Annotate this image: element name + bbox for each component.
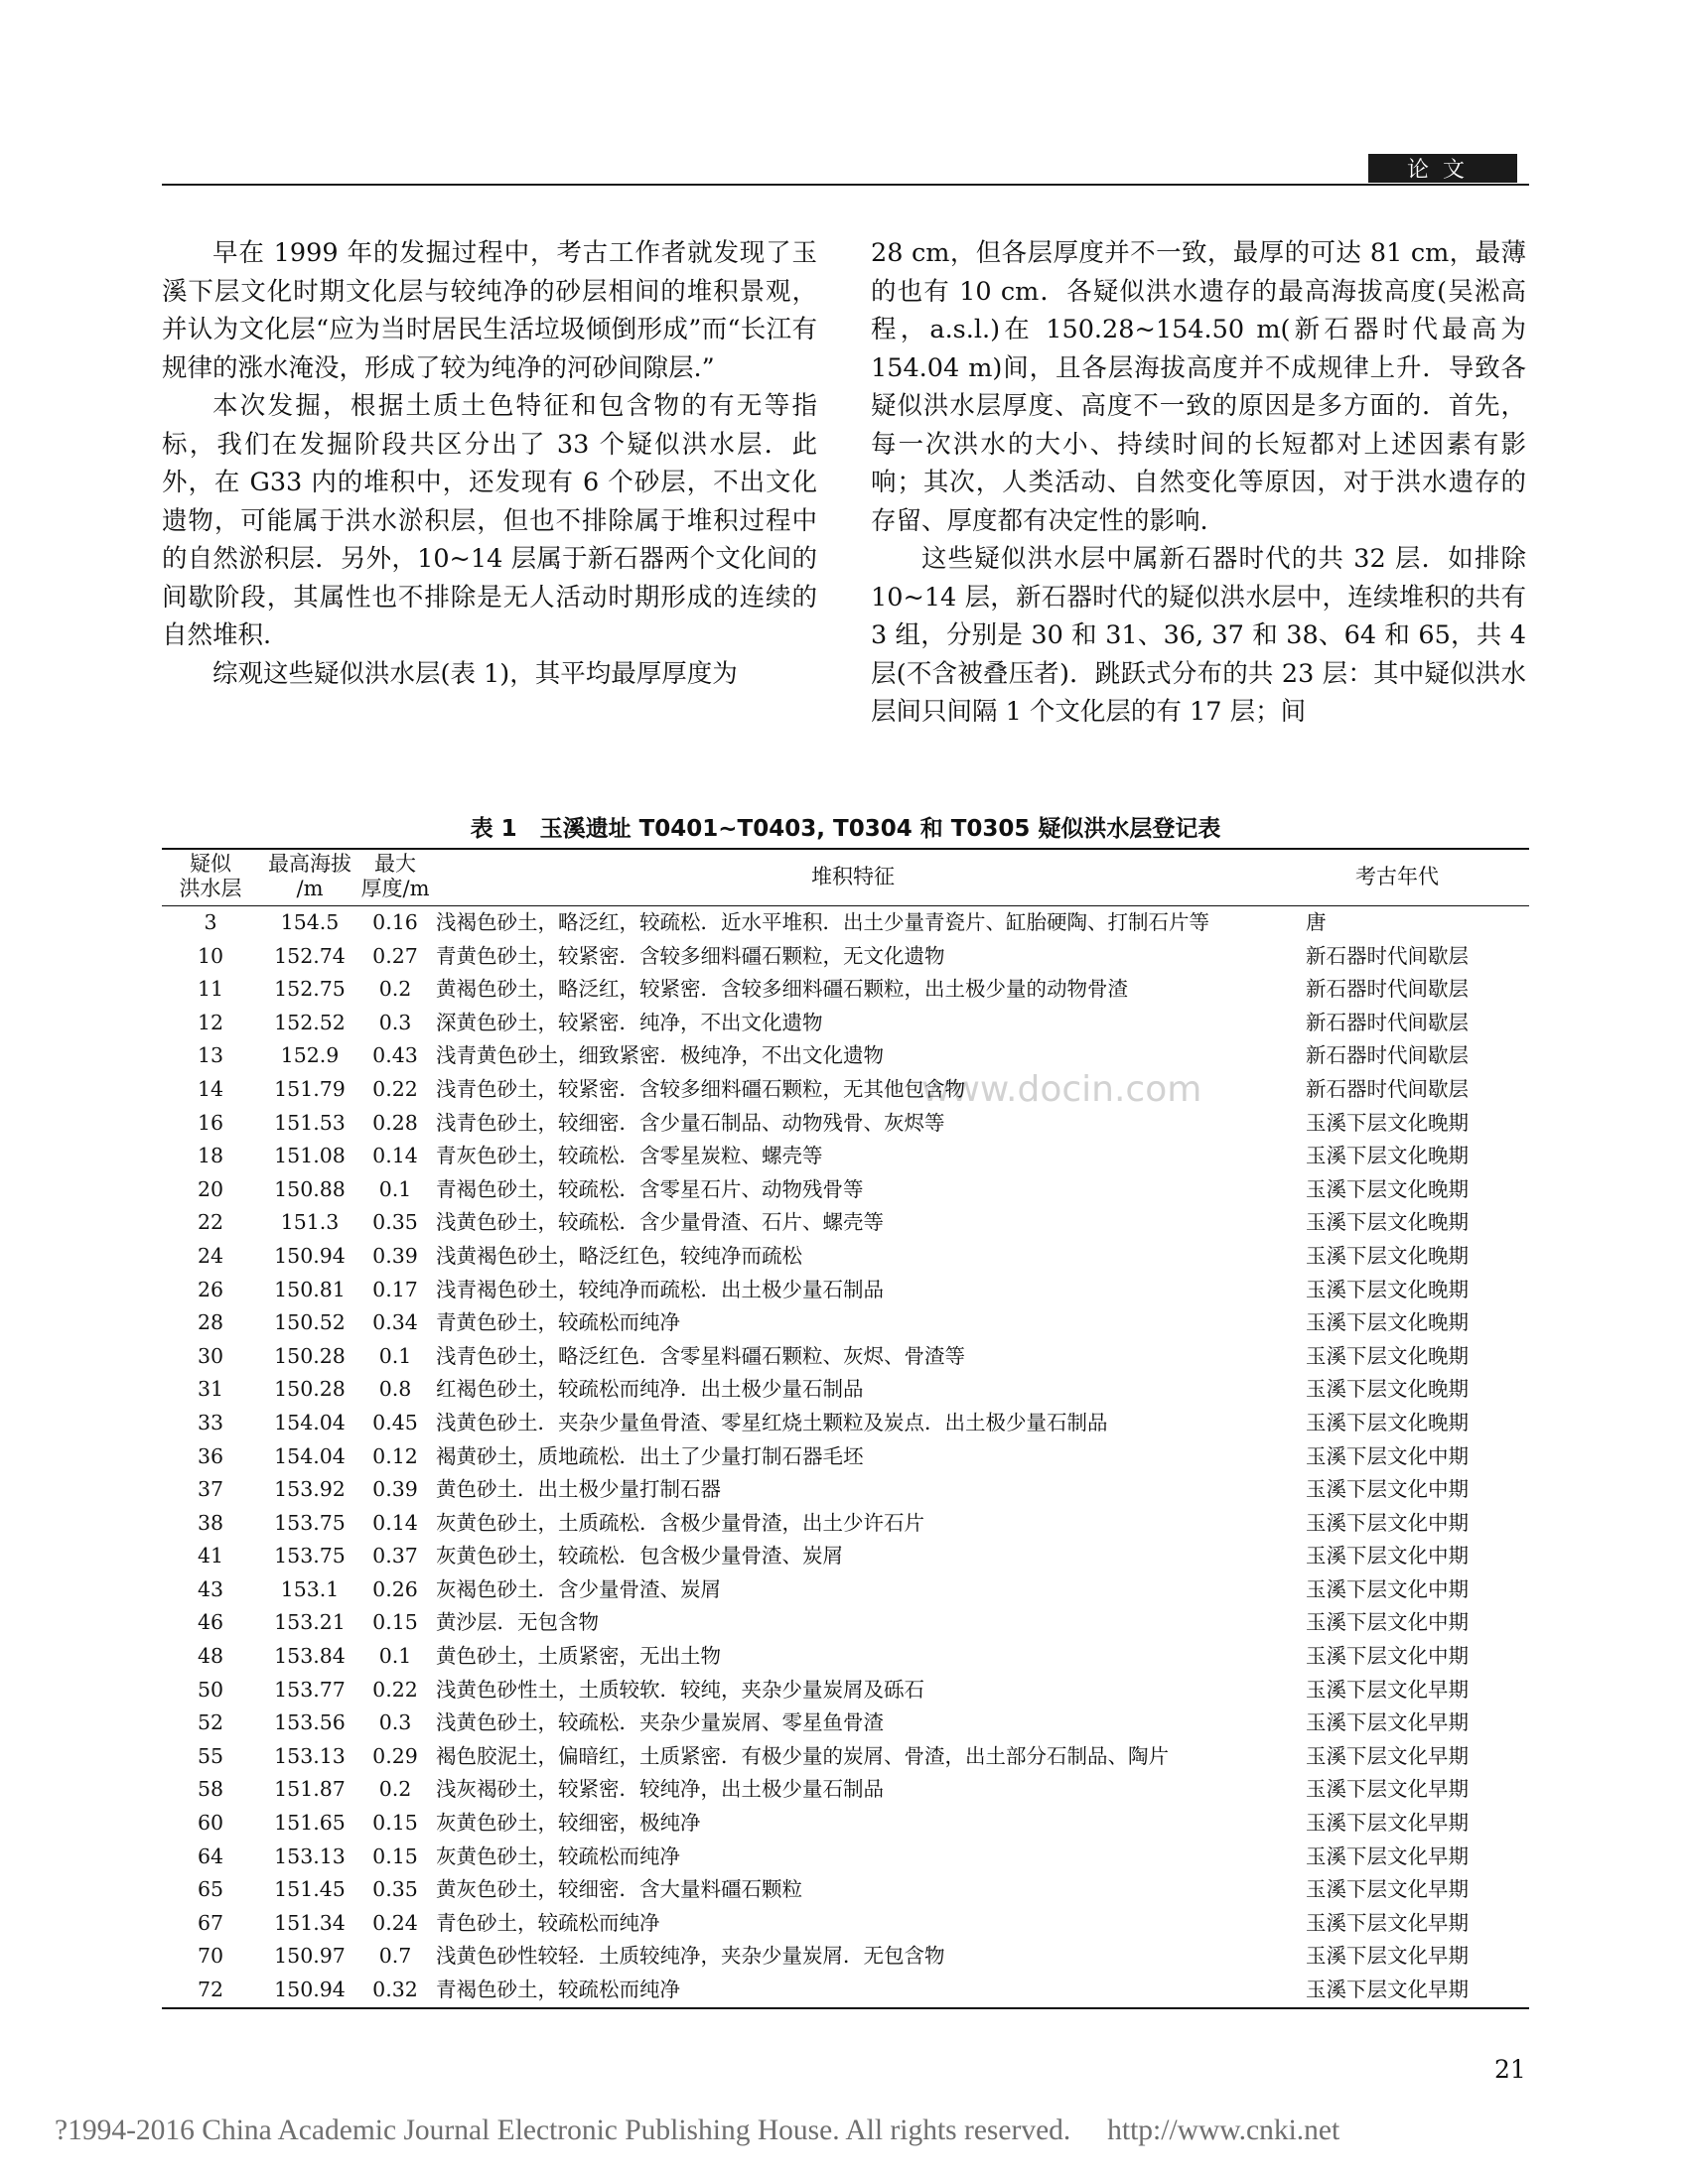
cell-thickness: 0.14 bbox=[372, 1144, 418, 1168]
cell-layer: 43 bbox=[197, 1576, 224, 1601]
cell-features: 青褐色砂土，较疏松．含零星石片、动物残骨等 bbox=[436, 1176, 864, 1201]
copyright-footer: ?1994-2016 China Academic Journal Electronic Publishing House. All rights reserved. http://www.cnki.net bbox=[55, 2115, 1340, 2146]
cell-altitude: 154.04 bbox=[274, 1443, 346, 1468]
cell-features: 青黄色砂土，较紧密．含较多细料礓石颗粒，无文化遗物 bbox=[436, 943, 945, 968]
cell-altitude: 153.13 bbox=[274, 1843, 346, 1868]
cell-era: 玉溪下层文化中期 bbox=[1306, 1644, 1469, 1669]
cell-layer: 41 bbox=[197, 1544, 224, 1569]
cell-altitude: 150.88 bbox=[274, 1176, 346, 1201]
table-row bbox=[162, 1807, 1529, 1841]
cell-thickness: 0.37 bbox=[372, 1544, 418, 1569]
header-thickness: 最大 厚度/m bbox=[360, 849, 430, 906]
cell-thickness: 0.1 bbox=[378, 1343, 412, 1368]
paragraph: 综观这些疑似洪水层(表 1)，其平均最厚厚度为 bbox=[212, 658, 738, 689]
cell-altitude: 150.52 bbox=[274, 1310, 346, 1335]
cell-altitude: 151.3 bbox=[280, 1210, 340, 1235]
cell-layer: 50 bbox=[197, 1677, 224, 1702]
cell-thickness: 0.32 bbox=[360, 1974, 430, 2008]
cell-altitude: 153.21 bbox=[274, 1610, 346, 1635]
paragraph: 这些疑似洪水层中属新石器时代的共 32 层．如排除 10~14 层，新石器时代的疑似洪水层中，连续堆积的共有 3 组，分别是 30 和 31、36, 37 和 38、64 和 65，共 4 层(不含被叠压者)．跳跃式分布的共 23 层：其中疑似洪水层间只间隔 1 个文化层的有 17 层；间 bbox=[871, 544, 1526, 727]
cell-features: 青褐色砂土，较疏松而纯净 bbox=[430, 1974, 1276, 2008]
cell-era: 玉溪下层文化晚期 bbox=[1306, 1277, 1469, 1301]
cell-thickness: 0.24 bbox=[372, 1910, 418, 1935]
cell-layer: 13 bbox=[197, 1043, 224, 1068]
table-row bbox=[162, 1473, 1529, 1507]
cell-thickness: 0.39 bbox=[372, 1477, 418, 1502]
cell-altitude: 152.75 bbox=[274, 977, 346, 1002]
left-column bbox=[162, 234, 817, 693]
cell-layer: 16 bbox=[197, 1110, 224, 1135]
table-row bbox=[162, 1107, 1529, 1141]
cell-thickness: 0.15 bbox=[372, 1811, 418, 1836]
cell-altitude: 153.1 bbox=[280, 1576, 340, 1601]
cell-features: 红褐色砂土，较疏松而纯净．出土极少量石制品 bbox=[436, 1377, 864, 1402]
cell-layer: 11 bbox=[197, 977, 224, 1002]
cell-layer: 10 bbox=[197, 943, 224, 968]
cell-features: 浅黄色砂性土，土质较软．较纯，夹杂少量炭屑及砾石 bbox=[436, 1677, 924, 1702]
cell-thickness: 0.8 bbox=[378, 1377, 412, 1402]
cell-thickness: 0.1 bbox=[378, 1644, 412, 1669]
cell-era: 玉溪下层文化早期 bbox=[1306, 1843, 1469, 1868]
cell-features: 浅灰褐砂土，较紧密．较纯净，出土极少量石制品 bbox=[436, 1777, 884, 1802]
table-row bbox=[162, 1507, 1529, 1541]
table-row bbox=[162, 1674, 1529, 1707]
cell-era: 玉溪下层文化早期 bbox=[1306, 1811, 1469, 1836]
cell-thickness: 0.35 bbox=[372, 1210, 418, 1235]
header-altitude: 最高海拔 /m bbox=[259, 849, 360, 906]
cell-era: 玉溪下层文化早期 bbox=[1306, 1777, 1469, 1802]
cell-era: 新石器时代间歇层 bbox=[1306, 1076, 1469, 1101]
section-label: 论文 bbox=[1368, 154, 1517, 183]
cell-layer: 28 bbox=[197, 1310, 224, 1335]
table-row bbox=[162, 1007, 1529, 1040]
cell-features: 浅黄色砂性较轻．土质较纯净，夹杂少量炭屑．无包含物 bbox=[436, 1944, 945, 1969]
cell-thickness: 0.3 bbox=[378, 1710, 412, 1735]
cell-layer: 36 bbox=[197, 1443, 224, 1468]
cell-features: 浅黄色砂土，较疏松．夹杂少量炭屑、零星鱼骨渣 bbox=[436, 1710, 884, 1735]
table-row bbox=[162, 1907, 1529, 1941]
cell-features: 灰黄色砂土，较疏松．包含极少量骨渣、炭屑 bbox=[436, 1544, 843, 1569]
cell-altitude: 153.75 bbox=[274, 1510, 346, 1535]
cell-altitude: 151.87 bbox=[274, 1777, 346, 1802]
header-layer: 疑似 洪水层 bbox=[162, 849, 259, 906]
cell-era: 玉溪下层文化早期 bbox=[1276, 1974, 1529, 2008]
cell-altitude: 151.34 bbox=[274, 1910, 346, 1935]
cell-layer: 3 bbox=[204, 910, 217, 934]
table-row bbox=[162, 1640, 1529, 1674]
table-row bbox=[162, 1706, 1529, 1740]
table-row bbox=[162, 1841, 1529, 1874]
cell-era: 新石器时代间歇层 bbox=[1306, 977, 1469, 1002]
cell-layer: 55 bbox=[197, 1743, 224, 1768]
cell-altitude: 151.08 bbox=[274, 1144, 346, 1168]
cell-thickness: 0.29 bbox=[372, 1743, 418, 1768]
cell-features: 灰黄色砂土，较细密，极纯净 bbox=[436, 1811, 701, 1836]
table-row bbox=[162, 1340, 1529, 1374]
cell-era: 玉溪下层文化晚期 bbox=[1306, 1343, 1469, 1368]
cell-features: 浅黄褐色砂土，略泛红色，较纯净而疏松 bbox=[436, 1243, 802, 1268]
cell-layer: 26 bbox=[197, 1277, 224, 1301]
table-row bbox=[162, 1274, 1529, 1307]
cell-layer: 33 bbox=[197, 1410, 224, 1434]
cell-layer: 14 bbox=[197, 1076, 224, 1101]
cell-features: 浅青色砂土，略泛红色．含零星料礓石颗粒、灰烬、骨渣等 bbox=[436, 1343, 965, 1368]
cell-features: 黄灰色砂土，较细密．含大量料礓石颗粒 bbox=[436, 1877, 802, 1902]
cell-features: 浅青色砂土，较细密．含少量石制品、动物残骨、灰烬等 bbox=[436, 1110, 945, 1135]
cell-altitude: 154.5 bbox=[280, 910, 340, 934]
cell-thickness: 0.1 bbox=[378, 1176, 412, 1201]
cell-layer: 52 bbox=[197, 1710, 224, 1735]
table-row bbox=[162, 973, 1529, 1007]
table-row bbox=[162, 1073, 1529, 1107]
table-row bbox=[162, 1740, 1529, 1774]
cell-era: 玉溪下层文化晚期 bbox=[1306, 1210, 1469, 1235]
cell-thickness: 0.28 bbox=[372, 1110, 418, 1135]
cell-thickness: 0.7 bbox=[378, 1944, 412, 1969]
cell-era: 玉溪下层文化晚期 bbox=[1306, 1176, 1469, 1201]
cell-thickness: 0.17 bbox=[372, 1277, 418, 1301]
cell-thickness: 0.34 bbox=[372, 1310, 418, 1335]
page-number: 21 bbox=[1494, 2055, 1526, 2084]
cell-features: 浅褐色砂土，略泛红，较疏松．近水平堆积．出土少量青瓷片、缸胎硬陶、打制石片等 bbox=[436, 910, 1209, 934]
cell-layer: 24 bbox=[197, 1243, 224, 1268]
cell-altitude: 152.52 bbox=[274, 1010, 346, 1034]
cell-layer: 31 bbox=[197, 1377, 224, 1402]
cell-layer: 37 bbox=[197, 1477, 224, 1502]
table-1 bbox=[162, 848, 1529, 2009]
table-row bbox=[162, 1173, 1529, 1207]
cell-layer: 12 bbox=[197, 1010, 224, 1034]
cell-altitude: 153.75 bbox=[274, 1544, 346, 1569]
cell-layer: 58 bbox=[197, 1777, 224, 1802]
cell-era: 玉溪下层文化中期 bbox=[1306, 1443, 1469, 1468]
table-row bbox=[162, 1039, 1529, 1073]
cell-altitude: 150.81 bbox=[274, 1277, 346, 1301]
cell-features: 灰黄色砂土，较疏松而纯净 bbox=[436, 1843, 680, 1868]
cell-features: 灰黄色砂土，土质疏松．含极少量骨渣，出土少许石片 bbox=[436, 1510, 924, 1535]
cell-features: 青灰色砂土，较疏松．含零星炭粒、螺壳等 bbox=[436, 1144, 823, 1168]
cell-altitude: 153.77 bbox=[274, 1677, 346, 1702]
paragraph: 早在 1999 年的发掘过程中，考古工作者就发现了玉溪下层文化时期文化层与较纯净的砂层相间的堆积景观，并认为文化层“应为当时居民生活垃圾倾倒形成”而“长江有规律的涨水淹没，形成了较为纯净的河砂间隙层.” bbox=[162, 238, 817, 383]
cell-era: 玉溪下层文化早期 bbox=[1306, 1710, 1469, 1735]
cell-layer: 64 bbox=[197, 1843, 224, 1868]
cell-altitude: 154.04 bbox=[274, 1410, 346, 1434]
paragraph: 本次发掘，根据土质土色特征和包含物的有无等指标，我们在发掘阶段共区分出了 33 个疑似洪水层．此外，在 G33 内的堆积中，还发现有 6 个砂层，不出文化遗物，可能属于洪水淤积层，但也不排除属于堆积过程中的自然淤积层．另外，10~14 层属于新石器两个文化间的间歇阶段，其属性也不排除是无人活动时期形成的连续的自然堆积. bbox=[162, 391, 817, 650]
cell-altitude: 153.92 bbox=[274, 1477, 346, 1502]
cell-era: 玉溪下层文化早期 bbox=[1306, 1743, 1469, 1768]
cell-thickness: 0.3 bbox=[378, 1010, 412, 1034]
paragraph: 28 cm，但各层厚度并不一致，最厚的可达 81 cm，最薄的也有 10 cm．各疑似洪水遗存的最高海拔高度(吴淞高程，a.s.l.)在 150.28~154.50 m(新石器时代最高为 154.04 m)间，且各层海拔高度并不成规律上升．导致各疑似洪水层厚度、高度不一致的原因是多方面的．首先，每一次洪水的大小、持续时间的长短都对上述因素有影响；其次，人类活动、自然变化等原因，对于洪水遗存的存留、厚度都有决定性的影响. bbox=[871, 238, 1526, 536]
cell-altitude: 151.79 bbox=[274, 1076, 346, 1101]
cell-features: 黄色砂土．出土极少量打制石器 bbox=[436, 1477, 721, 1502]
cell-altitude: 150.94 bbox=[259, 1974, 360, 2008]
cell-features: 浅青色砂土，较紧密．含较多细料礓石颗粒，无其他包含物 bbox=[436, 1076, 965, 1101]
watermark: www.docin.com bbox=[921, 1069, 1202, 1110]
table-row bbox=[162, 1140, 1529, 1173]
cell-thickness: 0.2 bbox=[378, 1777, 412, 1802]
cell-features: 黄色砂土，土质紧密，无出土物 bbox=[436, 1644, 721, 1669]
cell-altitude: 151.65 bbox=[274, 1811, 346, 1836]
cell-features: 深黄色砂土，较紧密．纯净，不出文化遗物 bbox=[436, 1010, 823, 1034]
header-era: 考古年代 bbox=[1276, 849, 1529, 906]
table-row bbox=[162, 1606, 1529, 1640]
cell-features: 灰褐色砂土．含少量骨渣、炭屑 bbox=[436, 1576, 721, 1601]
cell-altitude: 150.28 bbox=[274, 1377, 346, 1402]
cell-era: 玉溪下层文化晚期 bbox=[1306, 1144, 1469, 1168]
cell-altitude: 153.56 bbox=[274, 1710, 346, 1735]
cell-thickness: 0.39 bbox=[372, 1243, 418, 1268]
cell-era: 玉溪下层文化晚期 bbox=[1306, 1110, 1469, 1135]
cell-era: 玉溪下层文化中期 bbox=[1306, 1510, 1469, 1535]
table-row bbox=[162, 1440, 1529, 1474]
cell-features: 浅青褐色砂土，较纯净而疏松．出土极少量石制品 bbox=[436, 1277, 884, 1301]
header-rule bbox=[162, 184, 1529, 186]
table-row bbox=[162, 1773, 1529, 1807]
cell-era: 玉溪下层文化晚期 bbox=[1306, 1410, 1469, 1434]
cell-thickness: 0.45 bbox=[372, 1410, 418, 1434]
cell-era: 玉溪下层文化早期 bbox=[1306, 1877, 1469, 1902]
table-row bbox=[162, 1240, 1529, 1274]
cell-era: 玉溪下层文化晚期 bbox=[1306, 1310, 1469, 1335]
cell-layer: 46 bbox=[197, 1610, 224, 1635]
cell-layer: 20 bbox=[197, 1176, 224, 1201]
cell-features: 褐色胶泥土，偏暗红，土质紧密．有极少量的炭屑、骨渣，出土部分石制品、陶片 bbox=[436, 1743, 1169, 1768]
cell-thickness: 0.2 bbox=[378, 977, 412, 1002]
cell-era: 玉溪下层文化中期 bbox=[1306, 1477, 1469, 1502]
cell-thickness: 0.35 bbox=[372, 1877, 418, 1902]
cell-layer: 30 bbox=[197, 1343, 224, 1368]
cell-thickness: 0.12 bbox=[372, 1443, 418, 1468]
cell-era: 玉溪下层文化中期 bbox=[1306, 1544, 1469, 1569]
cell-era: 唐 bbox=[1306, 910, 1327, 934]
cell-thickness: 0.14 bbox=[372, 1510, 418, 1535]
cell-layer: 22 bbox=[197, 1210, 224, 1235]
cell-features: 青黄色砂土，较疏松而纯净 bbox=[436, 1310, 680, 1335]
cell-altitude: 150.94 bbox=[274, 1243, 346, 1268]
cell-thickness: 0.22 bbox=[372, 1677, 418, 1702]
cell-era: 新石器时代间歇层 bbox=[1306, 1010, 1469, 1034]
cell-era: 玉溪下层文化中期 bbox=[1306, 1610, 1469, 1635]
cell-layer: 72 bbox=[162, 1974, 259, 2008]
cell-thickness: 0.22 bbox=[372, 1076, 418, 1101]
cell-era: 玉溪下层文化早期 bbox=[1306, 1677, 1469, 1702]
cell-altitude: 152.74 bbox=[274, 943, 346, 968]
cell-layer: 60 bbox=[197, 1811, 224, 1836]
cell-era: 玉溪下层文化早期 bbox=[1306, 1944, 1469, 1969]
cell-layer: 38 bbox=[197, 1510, 224, 1535]
table-row bbox=[162, 1540, 1529, 1573]
cell-features: 浅黄色砂土．夹杂少量鱼骨渣、零星红烧土颗粒及炭点．出土极少量石制品 bbox=[436, 1410, 1108, 1434]
cell-altitude: 151.53 bbox=[274, 1110, 346, 1135]
cell-layer: 18 bbox=[197, 1144, 224, 1168]
cell-thickness: 0.43 bbox=[372, 1043, 418, 1068]
table-header-row bbox=[162, 849, 1529, 906]
cell-altitude: 150.97 bbox=[274, 1944, 346, 1969]
cell-era: 玉溪下层文化晚期 bbox=[1306, 1377, 1469, 1402]
cell-features: 浅黄色砂土，较疏松．含少量骨渣、石片、螺壳等 bbox=[436, 1210, 884, 1235]
table-row bbox=[162, 906, 1529, 940]
cell-thickness: 0.16 bbox=[372, 910, 418, 934]
table-row bbox=[162, 1407, 1529, 1440]
table-row bbox=[162, 1940, 1529, 1974]
cell-altitude: 153.13 bbox=[274, 1743, 346, 1768]
table-row bbox=[162, 1873, 1529, 1907]
cell-era: 新石器时代间歇层 bbox=[1306, 1043, 1469, 1068]
cell-thickness: 0.15 bbox=[372, 1610, 418, 1635]
table-row bbox=[162, 1306, 1529, 1340]
cell-thickness: 0.15 bbox=[372, 1843, 418, 1868]
cell-era: 玉溪下层文化晚期 bbox=[1306, 1243, 1469, 1268]
cell-features: 青色砂土，较疏松而纯净 bbox=[436, 1910, 660, 1935]
header-features: 堆积特征 bbox=[430, 849, 1276, 906]
table-row bbox=[162, 940, 1529, 974]
cell-altitude: 153.84 bbox=[274, 1644, 346, 1669]
cell-altitude: 152.9 bbox=[280, 1043, 340, 1068]
cell-layer: 65 bbox=[197, 1877, 224, 1902]
table-row bbox=[162, 1573, 1529, 1607]
table-caption: 表 1 玉溪遗址 T0401~T0403, T0304 和 T0305 疑似洪水层登记表 bbox=[470, 816, 1221, 842]
cell-era: 新石器时代间歇层 bbox=[1306, 943, 1469, 968]
table-row bbox=[162, 1206, 1529, 1240]
cell-layer: 48 bbox=[197, 1644, 224, 1669]
table-row bbox=[162, 1974, 1529, 2008]
cell-thickness: 0.27 bbox=[372, 943, 418, 968]
cell-era: 玉溪下层文化中期 bbox=[1306, 1576, 1469, 1601]
cell-thickness: 0.26 bbox=[372, 1576, 418, 1601]
table-row bbox=[162, 1373, 1529, 1407]
cell-altitude: 150.28 bbox=[274, 1343, 346, 1368]
cell-layer: 70 bbox=[197, 1944, 224, 1969]
cell-altitude: 151.45 bbox=[274, 1877, 346, 1902]
cell-layer: 67 bbox=[197, 1910, 224, 1935]
cell-features: 浅青黄色砂土，细致紧密．极纯净，不出文化遗物 bbox=[436, 1043, 884, 1068]
cell-era: 玉溪下层文化早期 bbox=[1306, 1910, 1469, 1935]
cell-features: 黄沙层．无包含物 bbox=[436, 1610, 599, 1635]
cell-features: 褐黄砂土，质地疏松．出土了少量打制石器毛坯 bbox=[436, 1443, 864, 1468]
flood-layer-table bbox=[162, 848, 1529, 2009]
cell-features: 黄褐色砂土，略泛红，较紧密．含较多细料礓石颗粒，出土极少量的动物骨渣 bbox=[436, 977, 1128, 1002]
right-column bbox=[871, 234, 1526, 732]
